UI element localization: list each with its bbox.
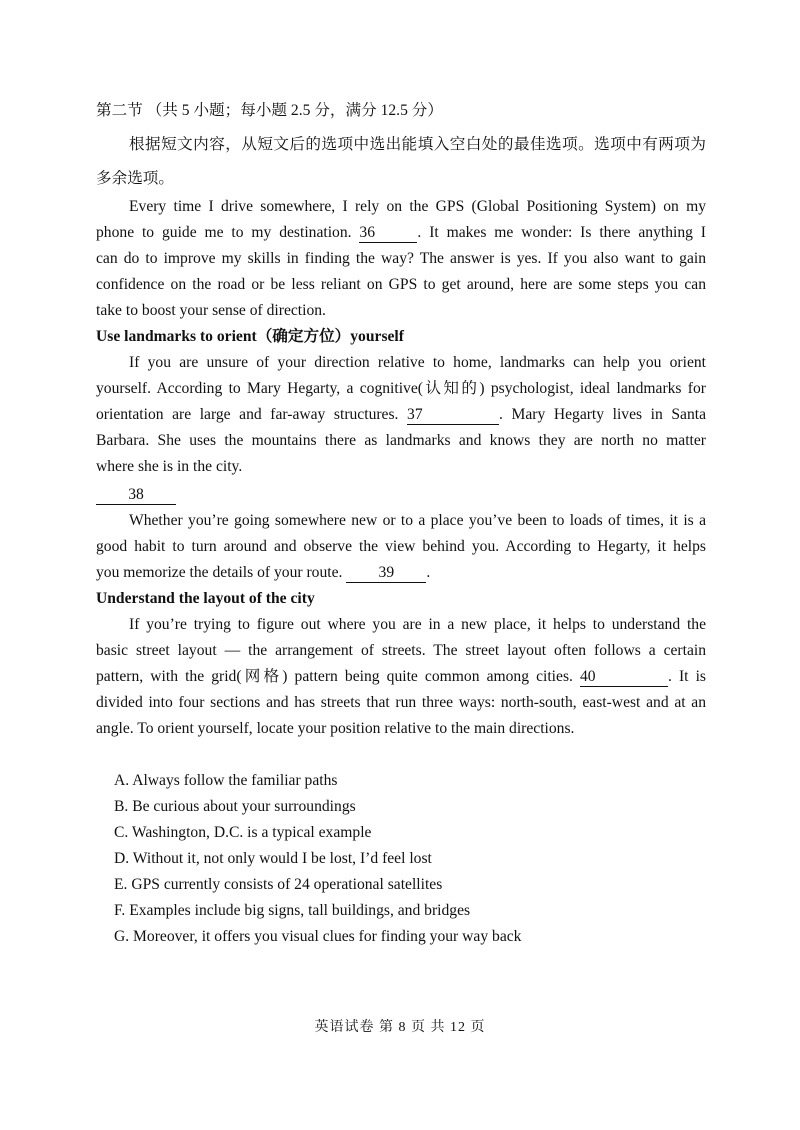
blank-38-line <box>96 482 176 508</box>
p2-line-4: Barbara. She uses the mountains there as landmarks and knows they are north no matter <box>96 432 706 449</box>
p4-line-4: divided into four sections and has streets that run three ways: north-south, east-west and at an <box>96 694 706 711</box>
p2-line-3 <box>96 402 706 428</box>
section-header: 第二节 （共 5 小题；每小题 2.5 分，满分 12.5 分） <box>96 102 443 119</box>
p3-line-3-text-b: . <box>426 564 431 581</box>
p1-line-5: take to boost your sense of direction. <box>96 302 326 319</box>
p2-line-2: yourself. According to Mary Hegarty, a cognitive(认知的) psychologist, ideal landmarks for <box>96 380 706 397</box>
p4-line-3-text-b: . It is <box>668 668 706 685</box>
p1-line-4: confidence on the road or be less reliant on GPS to get around, here are some steps you can <box>96 276 706 293</box>
p2-line-5: where she is in the city. <box>96 458 243 475</box>
page-footer: 英语试卷 第 8 页 共 12 页 <box>314 1020 486 1035</box>
option-d: D. Without it, not only would I be lost, I’d feel lost <box>114 850 432 867</box>
instruction-line-1: 根据短文内容，从短文后的选项中选出能填入空白处的最佳选项。选项中有两项为 <box>129 136 706 153</box>
blank-38: 38 <box>96 486 176 505</box>
p3-line-3 <box>96 560 430 586</box>
p2-line-3-text-a: orientation are large and far-away structures. <box>96 406 399 423</box>
p1-line-2-text-b: . It makes me wonder: Is there anything I <box>417 224 706 241</box>
blank-39: 39 <box>346 564 426 583</box>
p2-line-1: If you are unsure of your direction relative to home, landmarks can help you orient <box>129 354 706 371</box>
p1-line-2-text-a: phone to guide me to my destination. <box>96 224 352 241</box>
option-e: E. GPS currently consists of 24 operational satellites <box>114 876 443 893</box>
p1-line-3: can do to improve my skills in finding the way? The answer is yes. If you also want to gain <box>96 250 706 267</box>
p1-line-2 <box>96 220 706 246</box>
p3-line-3-text-a: you memorize the details of your route. <box>96 564 343 581</box>
blank-37: 37 <box>407 406 499 425</box>
option-b: B. Be curious about your surroundings <box>114 798 356 815</box>
p4-line-2: basic street layout — the arrangement of streets. The street layout often follows a certain <box>96 642 706 659</box>
heading-landmarks: Use landmarks to orient（确定方位）yourself <box>96 328 404 345</box>
instruction-line-2: 多余选项。 <box>96 170 174 187</box>
blank-40: 40 <box>580 668 668 687</box>
p4-line-5: angle. To orient yourself, locate your position relative to the main directions. <box>96 720 575 737</box>
p4-line-3 <box>96 664 706 690</box>
option-a: A. Always follow the familiar paths <box>114 772 338 789</box>
option-c: C. Washington, D.C. is a typical example <box>114 824 372 841</box>
option-f: F. Examples include big signs, tall buildings, and bridges <box>114 902 471 919</box>
p3-line-1: Whether you’re going somewhere new or to a place you’ve been to loads of times, it is a <box>129 512 706 529</box>
p3-line-2: good habit to turn around and observe the view behind you. According to Hegarty, it helps <box>96 538 706 555</box>
p2-line-3-text-b: . Mary Hegarty lives in Santa <box>499 406 706 423</box>
heading-layout: Understand the layout of the city <box>96 590 315 607</box>
option-g: G. Moreover, it offers you visual clues for finding your way back <box>114 928 522 945</box>
p4-line-3-text-a: pattern, with the grid(网格) pattern being quite common among cities. <box>96 668 573 685</box>
p1-line-1: Every time I drive somewhere, I rely on the GPS (Global Positioning System) on my <box>129 198 706 215</box>
blank-36: 36 <box>359 224 417 243</box>
p4-line-1: If you’re trying to figure out where you are in a new place, it helps to understand the <box>129 616 706 633</box>
